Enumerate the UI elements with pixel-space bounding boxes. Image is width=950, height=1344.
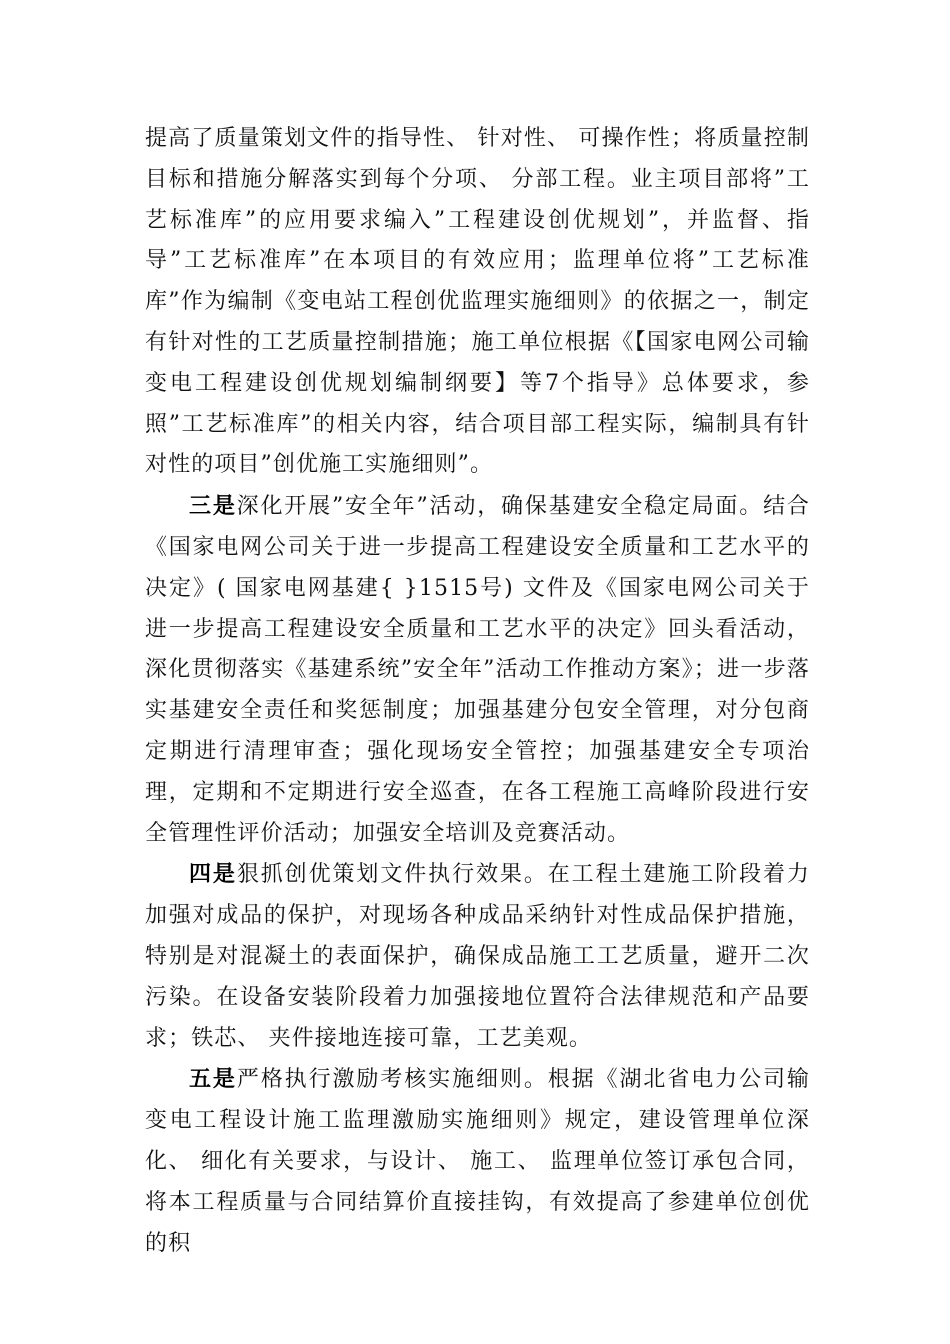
paragraph-1 bbox=[145, 118, 810, 486]
paragraph-4-text: 严格执行激励考核实施细则。根据《湖北省电力公司输变电工程设计施工监理激励实施细则》规定，建设管理单位深化、 细化有关要求，与设计、 施工、 监理单位签订承包合同，将本工程质量与合同结算价直接挂钩，有效提高了参建单位创优的积 bbox=[145, 1067, 811, 1256]
document-page bbox=[145, 118, 810, 1264]
paragraph-3 bbox=[145, 854, 810, 1059]
paragraph-2 bbox=[145, 486, 810, 854]
paragraph-4 bbox=[145, 1059, 810, 1264]
paragraph-3-text: 狠抓创优策划文件执行效果。在工程土建施工阶段着力加强对成品的保护，对现场各种成品采纳针对性成品保护措施，特别是对混凝土的表面保护，确保成品施工工艺质量，避开二次污染。在设备安装阶段着力加强接地位置符合法律规范和产品要求；铁芯、 夹件接地连接可靠，工艺美观。 bbox=[145, 862, 811, 1051]
paragraph-2-text: 深化开展”安全年”活动，确保基建安全稳定局面。结合《国家电网公司关于进一步提高工程建设安全质量和工艺水平的决定》( 国家电网基建{ }1515号) 文件及《国家电网公司关于进一步提高工程建设安全质量和工艺水平的决定》回头看活动，深化贯彻落实《基建系统”安全年”活动工作推动方案》；进一步落实基建安全责任和奖惩制度；加强基建分包安全管理，对分包商定期进行清理审查；强化现场安全管控；加强基建安全专项治理，定期和不定期进行安全巡查，在各工程施工高峰阶段进行安全管理性评价活动；加强安全培训及竞赛活动。 bbox=[145, 494, 811, 846]
paragraph-3-lead: 四是 bbox=[189, 861, 237, 888]
paragraph-4-lead: 五是 bbox=[189, 1066, 237, 1093]
paragraph-1-text: 提高了质量策划文件的指导性、 针对性、 可操作性；将质量控制目标和措施分解落实到每个分项、 分部工程。业主项目部将”工艺标准库”的应用要求编入”工程建设创优规划”，并监督、指导”工艺标准库”在本项目的有效应用；监理单位将”工艺标准库”作为编制《变电站工程创优监理实施细则》的依据之一，制定有针对性的工艺质量控制措施；施工单位根据《【国家电网公司输变电工程建设创优规划编制纲要】等7个指导》总体要求，参照”工艺标准库”的相关内容，结合项目部工程实际，编制具有针对性的项目”创优施工实施细则”。 bbox=[145, 126, 810, 478]
paragraph-2-lead: 三是 bbox=[189, 493, 237, 520]
